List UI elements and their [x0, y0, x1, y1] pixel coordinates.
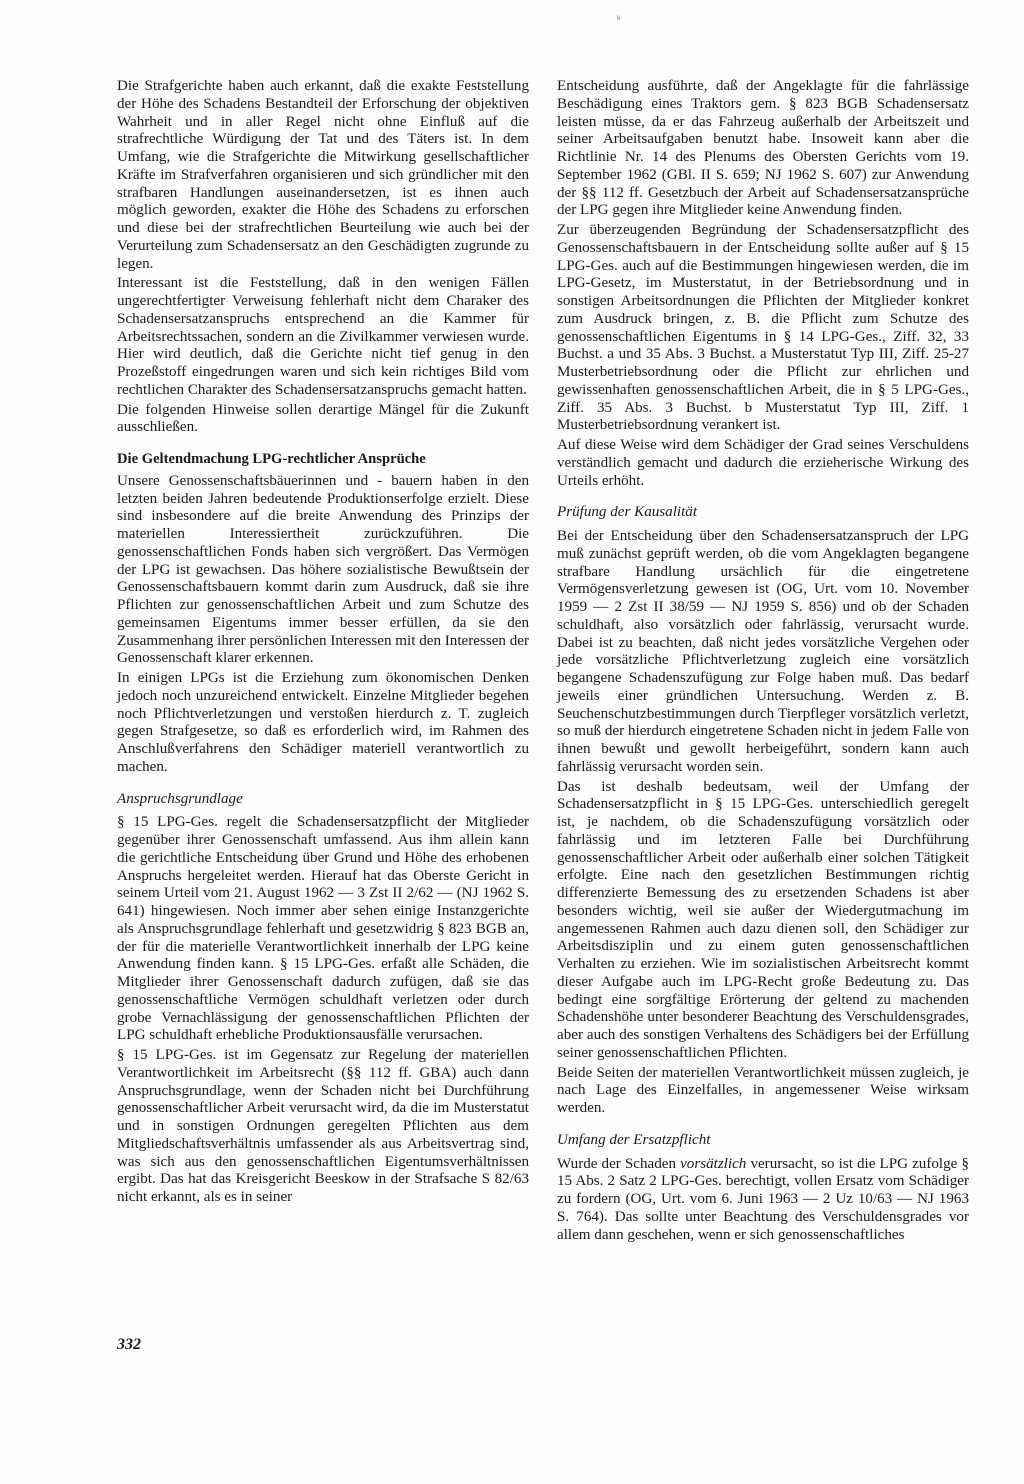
subsection-heading: Prüfung der Kausalität — [557, 504, 698, 521]
left-column — [117, 78, 529, 1209]
paragraph: Bei der Entscheidung über den Schadensersatzanspruch der LPG muß zunächst geprüft werden, ob die vom Angeklagten begangene strafbare Handlung ursächlich für die eingetretene Vermögensverletzung gewesen ist (OG, Urt. vom 10. November 1959 — 2 Zst II 38/59 — NJ 1959 S. 856) und ob der Schaden schuldhaft, also vorsätzlich oder fahrlässig, verursacht wurde. Dabei ist zu beachten, daß nicht jedes vorsätzliche Vergehen oder jede vorsätzliche Pflichtverletzung zugleich eine vorsätzlich begangene Schadenszufügung zur Folge haben muß. Das bedarf jeweils einer gründlichen Untersuchung. Werden z. B. Seuchenschutzbestimmungen durch Tierpfleger vorsätzlich verletzt, so muß der hierdurch eingetretene Schaden nicht in jedem Falle von ihnen bewußt und gewollt herbeigeführt, sondern kann auch fahrlässig verursacht worden sein. — [557, 528, 969, 775]
paragraph: Die folgenden Hinweise sollen derartige Mängel für die Zukunft ausschließen. — [117, 401, 529, 436]
page-number: 332 — [117, 1336, 141, 1353]
margin-speck: ᵇ — [617, 14, 621, 26]
paragraph: Zur überzeugenden Begründung der Schadensersatzpflicht des Genossenschaftsbauern in der Entscheidung sollte außer auf § 15 LPG-Ges. auch auf die Bestimmungen hingewiesen werden, die im LPG-Gesetz, im Musterstatut, in der Betriebsordnung und in sonstigen Arbeitsordnungen die Pflichten der Mitglieder konkret zum Ausdruck bringen, z. B. die Pflicht zum Schutze des genossenschaftlichen Eigentums in § 14 LPG-Ges., Ziff. 32, 33 Buchst. a und 35 Abs. 3 Buchst. a Musterstatut Typ III, Ziff. 25-27 Musterbetriebsordnung oder die Pflicht zur ehrlichen und gewissenhaften genossenschaftlichen Arbeit, die in § 5 LPG-Ges., Ziff. 35 Abs. 3 Buchst. b Musterstatut Typ III, Ziff. 1 Musterbetriebsordnung verankert ist. — [557, 222, 969, 434]
paragraph — [557, 1156, 969, 1245]
paragraph: Die Strafgerichte haben auch erkannt, daß die exakte Feststellung der Höhe des Schadens Bestandteil der Erforschung der objektiven Wahrheit und in aller Regel nicht ohne Einfluß auf die strafrechtliche Würdigung der Tat und des Täters ist. In dem Umfang, wie die Strafgerichte die Mitwirkung gesellschaftlicher Kräfte im Strafverfahren organisieren und sich gründlicher mit den strafbaren Handlungen auseinandersetzen, ist es ihnen auch möglich geworden, exakter die Höhe des Schadens zu erforschen und diese bei der strafrechtlichen Beurteilung wie auch bei der Verurteilung zum Schadensersatz an den Geschädigten zugrunde zu legen. — [117, 78, 529, 272]
emphasized-text: vorsätzlich — [680, 1155, 747, 1172]
subsection-heading: Umfang der Ersatzpflicht — [557, 1131, 711, 1148]
paragraph: In einigen LPGs ist die Erziehung zum ökonomischen Denken jedoch noch unzureichend entwickelt. Einzelne Mitglieder begehen noch Pflichtverletzungen und verstoßen hierdurch z. T. zugleich gegen Strafgesetze, so daß es erforderlich wird, im Rahmen des Anschlußverfahrens den Schädiger materiell verantwortlich zu machen. — [117, 670, 529, 775]
paragraph: § 15 LPG-Ges. regelt die Schadensersatzpflicht der Mitglieder gegenüber ihrer Genossenschaft umfassend. Aus ihm allein kann die gerichtliche Entscheidung über Grund und Höhe des erhobenen Anspruchs hergeleitet werden. Hierauf hat das Oberste Gericht in seinem Urteil vom 21. August 1962 — 3 Zst II 2/62 — (NJ 1962 S. 641) hingewiesen. Noch immer aber sehen einige Instanzgerichte als Anspruchsgrundlage fehlerhaft und gesetzwidrig § 823 BGB an, der für die materielle Verantwortlichkeit innerhalb der LPG keine Anwendung finden kann. § 15 LPG-Ges. erfaßt alle Schäden, die Mitglieder ihrer Genossenschaft dadurch zufügen, daß sie das genossenschaftliche Vermögen schuldhaft verletzen oder durch grobe Vernachlässigung der genossenschaftlichen Pflichten der LPG schuldhaft erhebliche Produktionsausfälle verursachen. — [117, 814, 529, 1044]
paragraph: Unsere Genossenschaftsbäuerinnen und - bauern haben in den letzten beiden Jahren bedeutende Produktionserfolge erzielt. Diese sind insbesondere auf die breite Anwendung des Prinzips der materiellen Interessiertheit zurückzuführen. Die genossenschaftlichen Fonds haben sich vergrößert. Das Vermögen der LPG ist gewachsen. Das höhere sozialistische Bewußtsein der Genossenschaftsbauern kommt darin zum Ausdruck, daß sie ihre Pflichten zur genossenschaftlichen Arbeit und zum Schutze des gemeinsamen Eigentums immer besser erfüllen, da sie den Zusammenhang ihrer persönlichen Interessen mit den Interessen der Genossenschaft klarer erkennen. — [117, 472, 529, 667]
paragraph: Das ist deshalb bedeutsam, weil der Umfang der Schadensersatzpflicht in § 15 LPG-Ges. unterschiedlich geregelt ist, je nachdem, ob die Schadenszufügung vorsätzlich oder fahrlässig und im letzteren Falle bei Durchführung genossenschaftlicher Arbeit oder außerhalb einer solchen Tätigkeit erfolgte. Eine nach den gesetzlichen Bestimmungen richtig differenzierte Bemessung des zu ersetzenden Schadens ist aber besonders wichtig, weil sie außer der Wiedergutmachung im angemessenen Rahmen auch dazu dienen soll, den Schädiger zur Arbeitsdisziplin und zu einem guten genossenschaftlichen Verhalten zu erziehen. Wie im sozialistischen Arbeitsrecht kommt dieser Aufgabe auch im LPG-Recht große Bedeutung zu. Das bedingt eine sorgfältige Erörterung der geltend zu machenden Schadenshöhe unter besonderer Beachtung des Verschuldensgrades, aber auch des sonstigen Verhaltens des Schädigers bei der Erfüllung seiner genossenschaftlichen Pflichten. — [557, 778, 969, 1061]
section-heading: Die Geltendmachung LPG-rechtlicher Ansprüche — [117, 451, 426, 467]
text-run: Wurde der Schaden — [557, 1155, 681, 1172]
right-column — [557, 78, 969, 1246]
text-run: verursacht, so ist die LPG zufolge § 15 Abs. 2 Satz 2 LPG-Ges. berechtigt, vollen Ersatz vom Schädiger zu fordern (OG, Urt. vom 6. Juni 1963 — 2 Uz 10/63 — NJ 1963 S. 764). Das sollte unter Beachtung des Verschuldensgrades vor allem dann geschehen, wenn er sich genossenschaftliches — [557, 1155, 969, 1243]
paragraph: Auf diese Weise wird dem Schädiger der Grad seines Verschuldens verständlich gemacht und dadurch die erzieherische Wirkung des Urteils erhöht. — [557, 437, 969, 489]
subsection-heading: Anspruchsgrundlage — [117, 790, 243, 807]
paragraph: Beide Seiten der materiellen Verantwortlichkeit müssen zugleich, je nach Lage des Einzelfalles, in angemessener Weise wirksam werden. — [557, 1064, 969, 1116]
paragraph: Interessant ist die Feststellung, daß in den wenigen Fällen ungerechtfertigter Verweisung fehlerhaft nicht dem Charaker des Schadensersatzanspruchs entsprechend an die Kammer für Arbeitsrechtssachen, sondern an die Zivilkammer verwiesen wurde. Hier wird deutlich, daß die Gerichte nicht tief genug in den Prozeßstoff eingedrungen waren und sich kein richtiges Bild vom rechtlichen Charakter des Schadensersatzanspruchs gemacht hatten. — [117, 275, 529, 398]
paragraph: § 15 LPG-Ges. ist im Gegensatz zur Regelung der materiellen Verantwortlichkeit im Arbeitsrecht (§§ 112 ff. GBA) auch dann Anspruchsgrundlage, wenn der Schaden nicht bei Durchführung genossenschaftlicher Arbeit verursacht wird, da die im Musterstatut und in sonstigen Ordnungen geregelten Pflichten aus dem Mitgliedschaftsverhältnis umfassender als aus Arbeitsvertrag sind, was sich aus den genossenschaftlichen Eigentumsverhältnissen ergibt. Das hat das Kreisgericht Beeskow in der Strafsache S 82/63 nicht erkannt, als es in seiner — [117, 1047, 529, 1205]
paragraph: Entscheidung ausführte, daß der Angeklagte für die fahrlässige Beschädigung eines Traktors gem. § 823 BGB Schadensersatz leisten müsse, da er das Fahrzeug außerhalb der Arbeitszeit und seiner Arbeitsaufgaben benutzt habe. Insoweit kann aber die Richtlinie Nr. 14 des Plenums des Obersten Gerichts vom 19. September 1962 (GBl. II S. 659; NJ 1962 S. 607) zur Anwendung der §§ 112 ff. Gesetzbuch der Arbeit auf Schadensersatzansprüche der LPG gegen ihre Mitglieder keine Anwendung finden. — [557, 78, 969, 219]
